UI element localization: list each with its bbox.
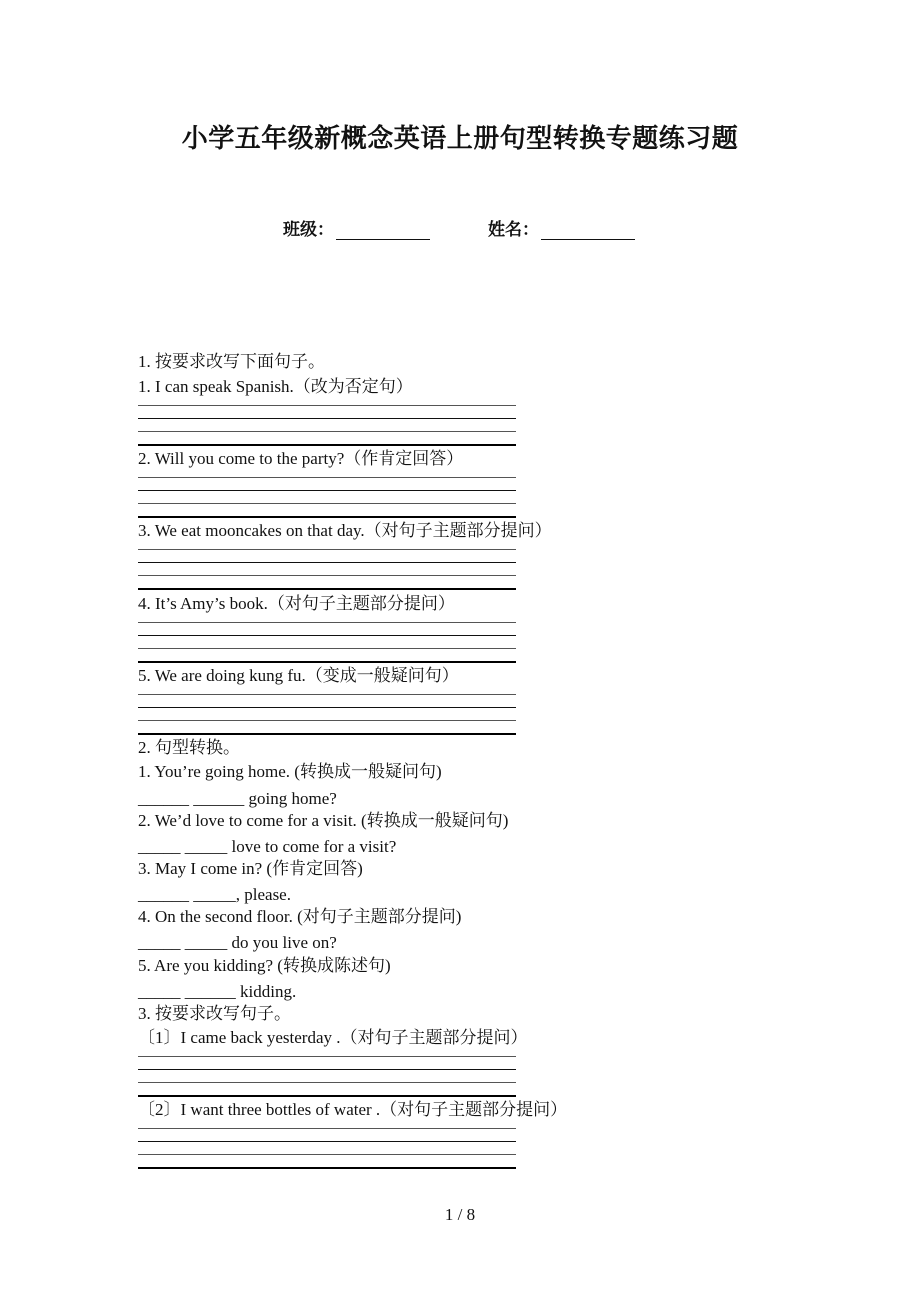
answer-line[interactable] — [138, 405, 516, 406]
question-text: 2. We’d love to come for a visit. (转换成一般疑问句) — [138, 811, 509, 830]
answer-template[interactable]: _____ ______ kidding. — [138, 982, 297, 1001]
answer-line[interactable] — [138, 444, 516, 446]
answer-line[interactable] — [138, 720, 516, 721]
section3-heading: 3. 按要求改写句子。 — [138, 1004, 291, 1023]
class-blank[interactable] — [336, 221, 430, 240]
answer-line[interactable] — [138, 516, 516, 518]
class-label: 班级： — [283, 220, 334, 240]
answer-line[interactable] — [138, 1082, 516, 1083]
question-text: 〔2〕I want three bottles of water .（对句子主题部分提问） — [138, 1100, 568, 1119]
answer-line[interactable] — [138, 1141, 516, 1142]
answer-line[interactable] — [138, 733, 516, 735]
name-field — [488, 215, 635, 240]
question-text: 5. We are doing kung fu.（变成一般疑问句） — [138, 666, 459, 685]
answer-line[interactable] — [138, 1154, 516, 1155]
answer-line[interactable] — [138, 694, 516, 695]
answer-line[interactable] — [138, 562, 516, 563]
answer-line[interactable] — [138, 1128, 516, 1129]
answer-line[interactable] — [138, 431, 516, 432]
answer-line[interactable] — [138, 1056, 516, 1057]
answer-template[interactable]: ______ ______ going home? — [138, 789, 337, 808]
question-text: 3. May I come in? (作肯定回答) — [138, 859, 363, 878]
name-blank[interactable] — [541, 221, 635, 240]
answer-line[interactable] — [138, 575, 516, 576]
question-text: 1. I can speak Spanish.（改为否定句） — [138, 377, 413, 396]
section1-heading: 1. 按要求改写下面句子。 — [138, 352, 325, 371]
class-field — [283, 215, 430, 240]
question-text: 3. We eat mooncakes on that day.（对句子主题部分提问） — [138, 521, 552, 540]
answer-line[interactable] — [138, 1167, 516, 1169]
answer-line[interactable] — [138, 549, 516, 550]
section2-heading: 2. 句型转换。 — [138, 738, 240, 757]
answer-line[interactable] — [138, 418, 516, 419]
answer-line[interactable] — [138, 477, 516, 478]
answer-line[interactable] — [138, 503, 516, 504]
question-text: 4. On the second floor. (对句子主题部分提问) — [138, 907, 462, 926]
answer-line[interactable] — [138, 707, 516, 708]
answer-line[interactable] — [138, 490, 516, 491]
page-title: 小学五年级新概念英语上册句型转换专题练习题 — [181, 124, 739, 154]
question-text: 5. Are you kidding? (转换成陈述句) — [138, 956, 391, 975]
question-text: 2. Will you come to the party?（作肯定回答） — [138, 449, 464, 468]
answer-template[interactable]: _____ _____ love to come for a visit? — [138, 837, 397, 856]
answer-template[interactable]: ______ _____, please. — [138, 885, 291, 904]
answer-line[interactable] — [138, 661, 516, 663]
answer-line[interactable] — [138, 1095, 516, 1097]
answer-line[interactable] — [138, 1069, 516, 1070]
question-text: 4. It’s Amy’s book.（对句子主题部分提问） — [138, 594, 455, 613]
answer-line[interactable] — [138, 648, 516, 649]
answer-template[interactable]: _____ _____ do you live on? — [138, 933, 337, 952]
answer-line[interactable] — [138, 588, 516, 590]
answer-line[interactable] — [138, 635, 516, 636]
question-text: 〔1〕I came back yesterday .（对句子主题部分提问） — [138, 1028, 528, 1047]
name-label: 姓名： — [488, 220, 539, 240]
answer-line[interactable] — [138, 622, 516, 623]
question-text: 1. You’re going home. (转换成一般疑问句) — [138, 762, 442, 781]
page-number: 1 / 8 — [444, 1205, 476, 1224]
